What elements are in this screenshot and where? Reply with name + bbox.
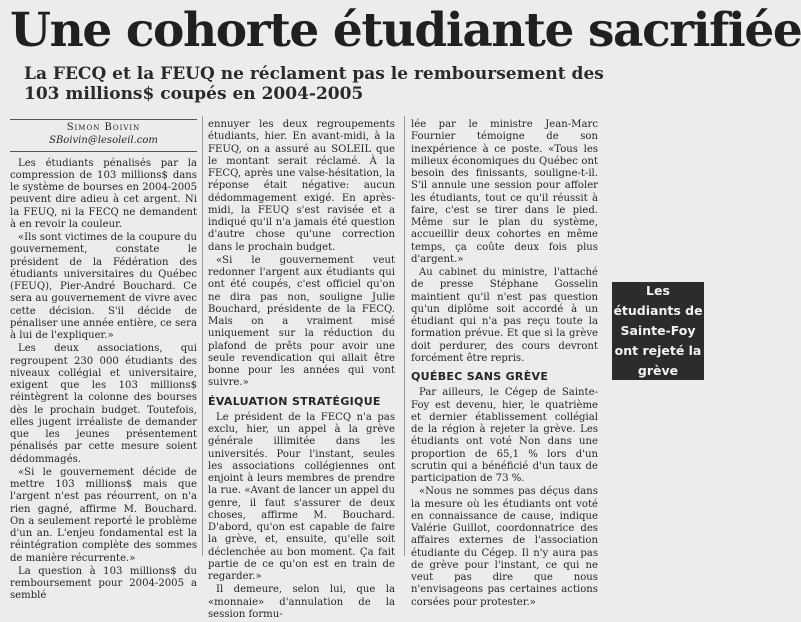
headline: Une cohorte étudiante sacrifiée bbox=[10, 3, 801, 58]
pullquote-box bbox=[612, 282, 704, 380]
column-rule bbox=[202, 116, 203, 556]
article-column-2 bbox=[208, 119, 395, 622]
column-rule bbox=[404, 116, 405, 556]
pullquote-text: Les étudiants de Sainte-Foy ont rejeté la grève bbox=[613, 283, 703, 378]
byline-email: SBoivin@lesoleil.com bbox=[10, 135, 197, 151]
byline-author: Simon Boivin bbox=[10, 119, 197, 134]
paragraph: Les étudiants pénalisés par la compression de 103 millions$ dans le système de bourses en 2004-2005 peuvent dire adieu à cet argent. Ni la FEUQ, ni la FECQ ne demandent à en revoir la couleur. bbox=[10, 157, 197, 230]
subhead-quebec: QUÉBEC SANS GRÈVE bbox=[411, 370, 549, 383]
paragraph: lée par le ministre Jean-Marc Fournier témoigne de son inexpérience à ce poste. «Tous les milieux économiques du Québec ont besoin des finissants, souligne-t-il. S'il annule une session pour affoler les étudiants, tout ce qu'il réussit à faire, c'est se tirer dans le pied. Même sur le plan du système, accueillir deux cohortes en même temps, ça coûte deux fois plus d'argent.» bbox=[411, 119, 598, 265]
paragraph: «Si le gouvernement décide de mettre 103 millions$ mais que l'argent n'est pas réourrent, on n'a rien gagné, affirme M. Bouchard. On a seulement reporté le problème d'un an. L'enjeu fondamental est la réintégration complète des sommes de manière récurrente.» bbox=[10, 466, 197, 564]
paragraph: «Nous ne sommes pas déçus dans la mesure où les étudiants ont voté en connaissance de cause, indique Valérie Guillot, coordonnatrice des affaires externes de l'association étudiante du Cégep. Il n'y aura pas de grève pour l'instant, ce qui ne veut pas dire que nous n'envisageons pas certaines actions corsées pour protester.» bbox=[411, 486, 598, 608]
article-column-3 bbox=[411, 119, 598, 610]
paragraph: «Ils sont victimes de la coupure du gouvernement, constate le président de la Fédération des étudiants universitaires du Québec (FEUQ), Pier-André Bouchard. Ce sera au gouvernement de vivre avec cette décision. S'il décide de pénaliser une année entière, ce sera à lui de l'expliquer.» bbox=[10, 232, 197, 341]
paragraph: ennuyer les deux regroupements étudiants, hier. En avant-midi, à la FEUQ, on a assuré au SOLEIL que le montant serait réclamé. À la FECQ, après une valse-hésitation, la réponse était négative: aucun dédommagement exigé. En après-midi, la FEUQ s'est ravisée et a indiqué qu'il n'a jamais été question d'autre chose qu'une correction dans le prochain budget. bbox=[208, 119, 395, 253]
deck: La FECQ et la FEUQ ne réclament pas le remboursement des 103 millions$ coupés en 2004-2005 bbox=[24, 64, 604, 104]
paragraph: La question à 103 millions$ du remboursement pour 2004-2005 a semblé bbox=[10, 565, 197, 602]
article-column-1 bbox=[10, 119, 197, 604]
paragraph: Les deux associations, qui regroupent 230 000 étudiants des niveaux collégial et universitaire, exigent que les 103 millions$ réintègrent la colonne des bourses dès le prochain budget. Toutefois, elles jugent irréaliste de demander que les jeunes présentement pénalisés par cette mesure soient dédommagés. bbox=[10, 343, 197, 465]
paragraph: Le président de la FECQ n'a pas exclu, hier, un appel à la grève générale illimitée dans les universités. Pour l'instant, seules les associations collégiennes ont enjoint à leurs membres de prendre la rue. «Avant de lancer un appel du genre, il faut s'assurer de deux choses, affirme M. Bouchard. D'abord, qu'on est capable de faire la grève, et, ensuite, qu'elle soit déclenchée au bon moment. Ça fait partie de ce qu'on est en train de regarder.» bbox=[208, 411, 395, 582]
subhead-evaluation: ÉVALUATION STRATÉGIQUE bbox=[208, 394, 381, 408]
paragraph: Par ailleurs, le Cégep de Sainte-Foy est devenu, hier, le quatrième et dernier établissement collégial de la région à rejeter la grève. Les étudiants ont voté Non dans une proportion de 65,1 % lors d'un scrutin qui a bénéficié d'un taux de participation de 73 %. bbox=[411, 387, 598, 484]
paragraph: Au cabinet du ministre, l'attaché de presse Stéphane Gosselin maintient qu'il n'est pas question qu'un diplôme soit accordé à un étudiant qui n'a pas reçu toute la formation prévue. Et que si la grève doit perdurer, des cours devront forcément être repris. bbox=[411, 267, 598, 364]
paragraph: Il demeure, selon lui, que la «monnaie» d'annulation de la session formu- bbox=[208, 584, 395, 620]
paragraph: «Si le gouvernement veut redonner l'argent aux étudiants qui ont été coupés, c'est officiel qu'on ne dira pas non, souligne Julie Bouchard, présidente de la FECQ. Mais on a vraiment misé uniquement sur la réduction du plafond de prêts pour avoir une seule revendication qui allait être bonne pour les années qui vont suivre.» bbox=[208, 254, 395, 389]
